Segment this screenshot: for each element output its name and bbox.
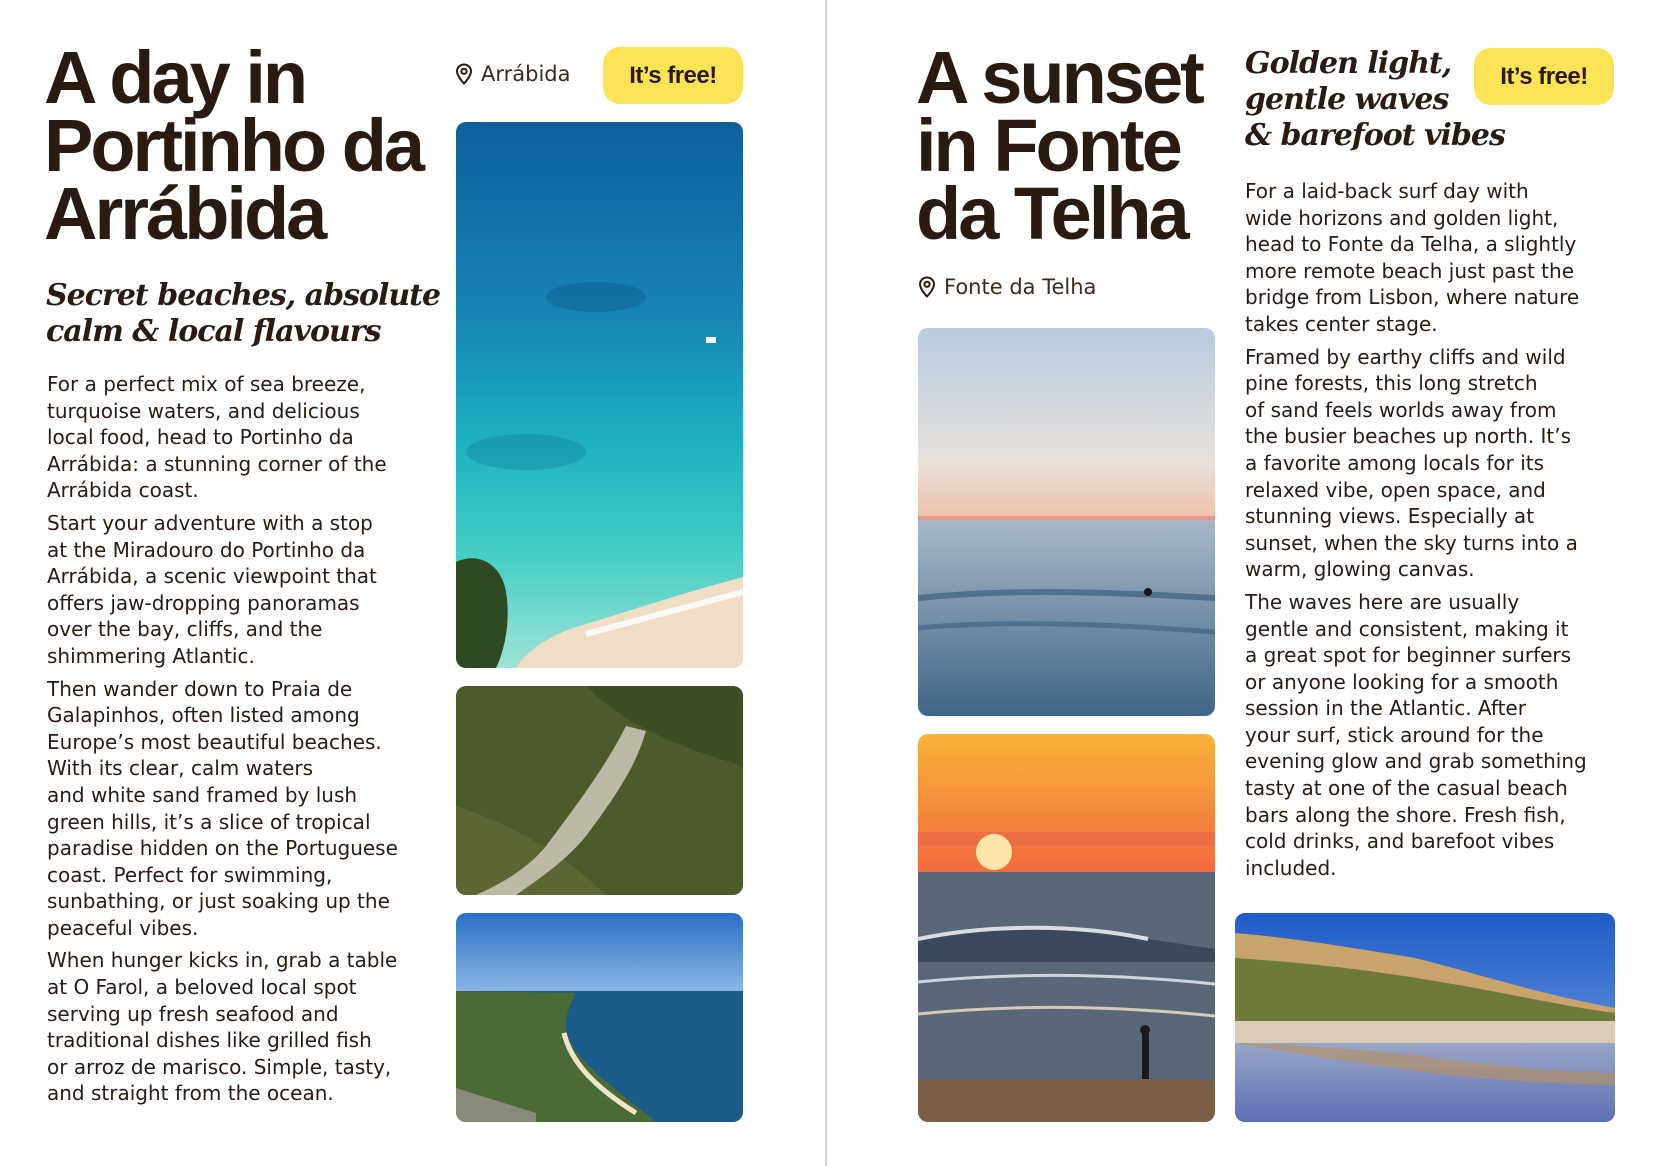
text-line: Then wander down to Praia de <box>47 676 353 701</box>
text-line: evening glow and grab something <box>1245 749 1587 774</box>
text-line: Europe’s most beautiful beaches. <box>47 729 382 754</box>
right-body-text <box>1245 178 1640 887</box>
right-title-line-1: A sunset <box>916 36 1202 119</box>
text-line: For a laid-back surf day with <box>1245 179 1529 203</box>
photo-calm-sea-surfer <box>918 328 1215 716</box>
right-page-title <box>916 36 1202 255</box>
right-paragraph-1 <box>1245 178 1640 338</box>
text-line: serving up fresh seafood and <box>47 1001 339 1026</box>
photo-hill-road <box>456 686 743 895</box>
text-line: tasty at one of the casual beach <box>1245 776 1568 801</box>
text-line: pine forests, this long stretch <box>1245 371 1538 396</box>
text-line: and white sand framed by lush <box>47 782 358 807</box>
left-page-title <box>44 36 423 255</box>
text-line: your surf, stick around for the <box>1245 722 1544 747</box>
text-line: relaxed vibe, open space, and <box>1245 477 1546 502</box>
text-line: over the bay, cliffs, and the <box>47 617 323 642</box>
text-line: warm, glowing canvas. <box>1245 557 1475 582</box>
photo-golden-sunset <box>918 734 1215 1122</box>
left-subtitle <box>46 278 440 350</box>
right-location-label: Fonte da Telha <box>944 275 1097 299</box>
text-line: Framed by earthy cliffs and wild <box>1245 344 1566 369</box>
text-line: Arrábida coast. <box>47 478 199 503</box>
right-free-badge[interactable]: It’s free! <box>1474 48 1614 105</box>
photo-cliffs-beach <box>1235 913 1615 1122</box>
left-free-badge[interactable]: It’s free! <box>603 47 743 104</box>
text-line: Start your adventure with a stop <box>47 510 373 535</box>
text-line: and straight from the ocean. <box>47 1081 334 1106</box>
text-line: of sand feels worlds away from <box>1245 397 1557 422</box>
text-line: the busier beaches up north. It’s <box>1245 424 1572 449</box>
left-body-text <box>47 371 437 1113</box>
text-line: paradise hidden on the Portuguese <box>47 836 398 861</box>
photo-coastline <box>456 913 743 1122</box>
text-line: bridge from Lisbon, where nature <box>1245 285 1580 310</box>
right-subtitle-line-2: gentle waves <box>1245 82 1449 117</box>
text-line: head to Fonte da Telha, a slightly <box>1245 232 1577 257</box>
right-paragraph-3 <box>1245 589 1640 882</box>
text-line: stunning views. Especially at <box>1245 504 1535 529</box>
text-line: sunset, when the sky turns into a <box>1245 530 1578 555</box>
text-line: session in the Atlantic. After <box>1245 696 1526 721</box>
left-paragraph-2 <box>47 510 437 670</box>
right-subtitle-line-3: & barefoot vibes <box>1245 118 1505 153</box>
right-title-line-2: in Fonte <box>916 104 1180 187</box>
right-subtitle-line-1: Golden light, <box>1245 46 1452 81</box>
text-line: traditional dishes like grilled fish <box>47 1028 372 1053</box>
text-line: peaceful vibes. <box>47 915 199 940</box>
text-line: Arrábida, a scenic viewpoint that <box>47 564 377 589</box>
text-line: For a perfect mix of sea breeze, <box>47 372 366 396</box>
location-pin-icon <box>918 276 936 298</box>
text-line: turquoise waters, and delicious <box>47 398 360 423</box>
text-line: shimmering Atlantic. <box>47 643 255 668</box>
text-line: local food, head to Portinho da <box>47 425 354 450</box>
left-subtitle-line-2: calm & local flavours <box>46 314 381 349</box>
text-line: included. <box>1245 855 1337 880</box>
right-paragraph-2 <box>1245 344 1640 583</box>
text-line: Arrábida: a stunning corner of the <box>47 451 387 476</box>
left-paragraph-3 <box>47 676 437 942</box>
text-line: gentle and consistent, making it <box>1245 616 1569 641</box>
text-line: at O Farol, a beloved local spot <box>47 975 357 1000</box>
text-line: Galapinhos, often listed among <box>47 703 360 728</box>
text-line: The waves here are usually <box>1245 589 1520 614</box>
left-location-label: Arrábida <box>481 62 571 86</box>
text-line: green hills, it’s a slice of tropical <box>47 809 371 834</box>
left-title-line-3: Arrábida <box>44 172 325 255</box>
photo-turquoise-bay <box>456 122 743 668</box>
right-page <box>827 0 1654 1166</box>
location-pin-icon <box>455 63 473 85</box>
left-paragraph-4 <box>47 947 437 1107</box>
text-line: wide horizons and golden light, <box>1245 205 1559 230</box>
text-line: at the Miradouro do Portinho da <box>47 537 366 562</box>
text-line: or arroz de marisco. Simple, tasty, <box>47 1054 392 1079</box>
text-line: cold drinks, and barefoot vibes <box>1245 829 1555 854</box>
text-line: With its clear, calm waters <box>47 756 314 781</box>
text-line: coast. Perfect for swimming, <box>47 862 333 887</box>
text-line: sunbathing, or just soaking up the <box>47 889 390 914</box>
text-line: When hunger kicks in, grab a table <box>47 948 398 973</box>
left-title-line-2: Portinho da <box>44 104 423 187</box>
right-subtitle <box>1245 46 1505 154</box>
text-line: bars along the shore. Fresh fish, <box>1245 802 1566 827</box>
right-title-line-3: da Telha <box>916 172 1187 255</box>
text-line: a favorite among locals for its <box>1245 450 1545 475</box>
left-subtitle-line-1: Secret beaches, absolute <box>46 278 441 313</box>
left-paragraph-1 <box>47 371 437 504</box>
text-line: or anyone looking for a smooth <box>1245 669 1559 694</box>
text-line: offers jaw-dropping panoramas <box>47 590 360 615</box>
right-location <box>918 275 1096 299</box>
text-line: more remote beach just past the <box>1245 258 1575 283</box>
text-line: a great spot for beginner surfers <box>1245 643 1572 668</box>
left-title-line-1: A day in <box>44 36 306 119</box>
text-line: takes center stage. <box>1245 311 1438 336</box>
left-location <box>455 62 571 86</box>
